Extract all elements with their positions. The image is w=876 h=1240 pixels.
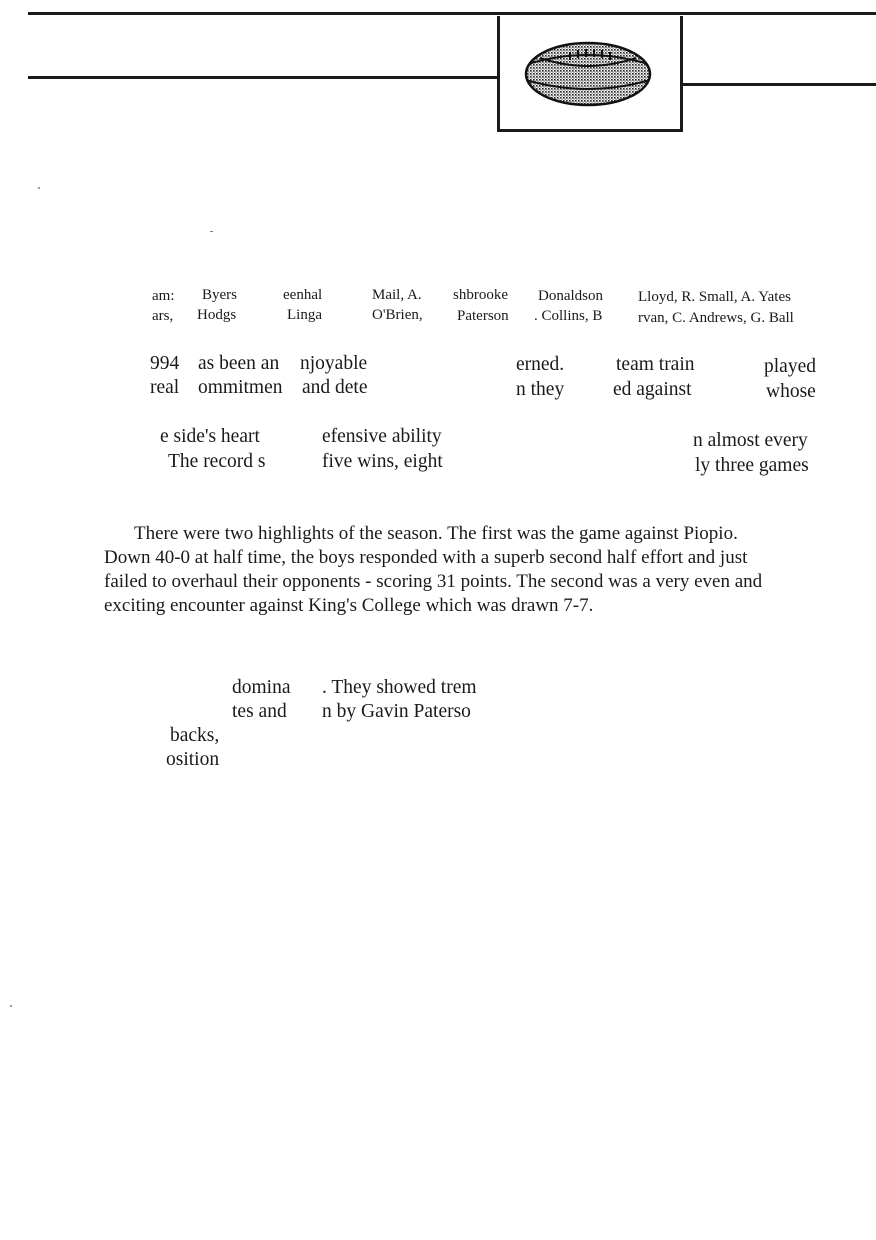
text-fragment: tes and — [232, 701, 287, 722]
text-fragment: five wins, eight — [322, 451, 443, 472]
text-fragment: ed against — [613, 379, 692, 400]
roster-cell: rvan, C. Andrews, G. Ball — [638, 310, 794, 326]
text-fragment: and dete — [302, 377, 368, 398]
highlights-paragraph — [104, 522, 824, 618]
text-fragment: 994 — [150, 353, 180, 374]
roster-cell: O'Brien, — [372, 307, 423, 323]
scan-speck — [10, 1005, 12, 1007]
text-fragment: team train — [616, 354, 695, 375]
text-fragment: njoyable — [300, 353, 368, 374]
text-fragment: backs, — [170, 725, 220, 746]
text-fragment: played — [764, 356, 816, 377]
roster-cell: Linga — [287, 307, 322, 323]
roster-cell: Donaldson — [538, 288, 603, 304]
text-fragment: n almost every — [693, 430, 808, 451]
roster-cell: Paterson — [457, 308, 509, 324]
header-left-rule — [28, 76, 498, 79]
paragraph-line: failed to overhaul their opponents - scoring 31 points. The second was a very even and — [104, 571, 763, 592]
header-top-rule — [28, 12, 876, 15]
header-right-rule — [680, 83, 876, 86]
text-fragment: domina — [232, 677, 291, 698]
text-fragment: The record s — [168, 451, 266, 472]
text-fragment: ommitmen — [198, 377, 283, 398]
rugby-ball-icon — [500, 16, 680, 129]
roster-cell: . Collins, B — [534, 308, 603, 324]
text-fragment: real — [150, 377, 180, 398]
text-fragment: whose — [766, 381, 816, 402]
roster-cell: Byers — [202, 287, 237, 303]
scan-speck — [38, 187, 40, 189]
logo-box — [497, 16, 683, 132]
text-fragment: erned. — [516, 354, 565, 375]
roster-cell: shbrooke — [453, 287, 508, 303]
paragraph-line: There were two highlights of the season. The first was the game against Piopio. — [134, 523, 738, 544]
text-fragment: e side's heart — [160, 426, 260, 447]
text-fragment: . They showed trem — [322, 677, 477, 698]
paragraph-line: exciting encounter against King's College which was drawn 7-7. — [104, 595, 594, 616]
roster-cell: eenhal — [283, 287, 323, 303]
paragraph-line: Down 40-0 at half time, the boys responded with a superb second half effort and just — [104, 547, 748, 568]
roster-cell: Lloyd, R. Small, A. Yates — [638, 289, 791, 305]
roster-cell: Mail, A. — [372, 287, 422, 303]
text-fragment: efensive ability — [322, 426, 442, 447]
roster-cell: ars, — [152, 308, 174, 324]
roster-cell: Hodgs — [197, 307, 237, 323]
text-fragment: n they — [516, 379, 565, 400]
roster-cell: am: — [152, 288, 175, 304]
text-fragment: osition — [166, 749, 220, 770]
scan-speck — [210, 231, 213, 232]
text-fragment: as been an — [198, 353, 280, 374]
text-fragment: n by Gavin Paterso — [322, 701, 471, 722]
text-fragment: ly three games — [695, 455, 809, 476]
